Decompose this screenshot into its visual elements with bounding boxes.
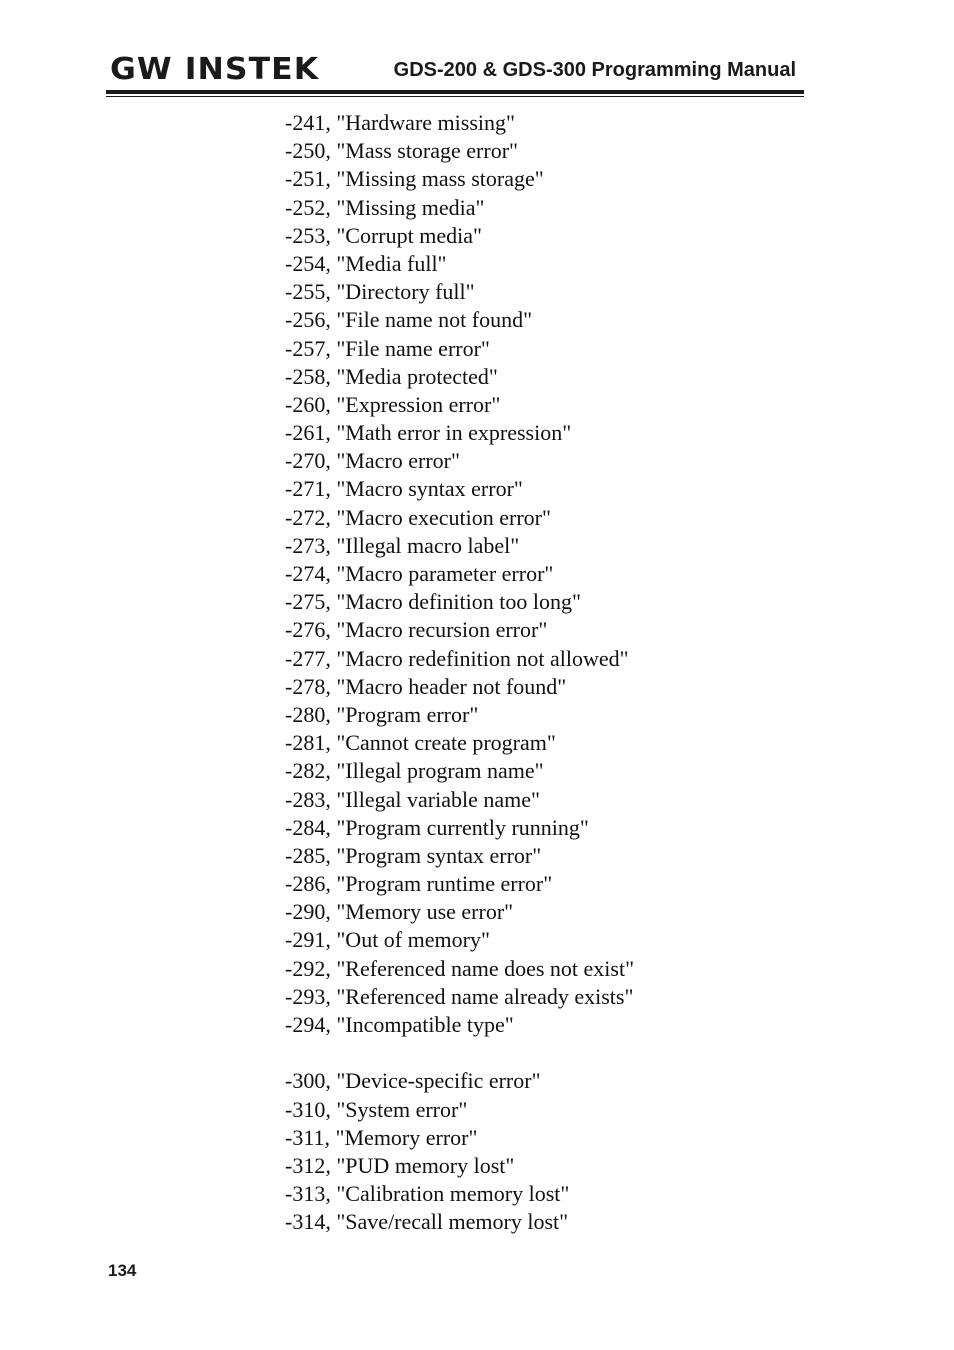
manual-title: GDS-200 & GDS-300 Programming Manual [393,59,796,81]
error-code-item: -282, "Illegal program name" [285,758,544,784]
error-code-item: -281, "Cannot create program" [285,730,556,756]
error-code-item: -252, "Missing media" [285,194,485,220]
error-code-item: -256, "File name not found" [285,307,533,333]
header-rule-thin [106,96,804,97]
error-code-item: -276, "Macro recursion error" [285,617,548,643]
brand-logo: GW INSTEK [110,52,320,87]
error-code-item: -313, "Calibration memory lost" [285,1181,570,1207]
error-code-item: -312, "PUD memory lost" [285,1152,515,1178]
error-code-item: -314, "Save/recall memory lost" [285,1209,569,1235]
error-code-item: -311, "Memory error" [285,1124,478,1150]
error-code-item: -286, "Program runtime error" [285,871,553,897]
error-code-item: -258, "Media protected" [285,363,498,389]
error-code-item: -271, "Macro syntax error" [285,476,523,502]
error-code-item: -290, "Memory use error" [285,899,514,925]
error-code-item: -274, "Macro parameter error" [285,561,554,586]
list-spacer [285,1039,634,1067]
error-code-item: -277, "Macro redefinition not allowed" [285,645,629,671]
error-code-item: -241, "Hardware missing" [285,110,515,135]
error-code-item: -270, "Macro error" [285,448,460,474]
error-code-item: -293, "Referenced name already exists" [285,983,634,1009]
error-code-item: -253, "Corrupt media" [285,222,482,248]
error-code-item: -261, "Math error in expression" [285,420,572,446]
error-code-item: -283, "Illegal variable name" [285,786,540,812]
error-code-item: -278, "Macro header not found" [285,673,567,699]
error-code-item: -254, "Media full" [285,250,447,276]
page-number: 134 [108,1261,137,1280]
page-header [106,50,804,98]
error-code-item: -255, "Directory full" [285,279,475,305]
error-code-item: -260, "Expression error" [285,391,501,417]
error-code-item: -272, "Macro execution error" [285,504,551,530]
error-code-item: -275, "Macro definition too long" [285,589,581,615]
error-code-item: -294, "Incompatible type" [285,1012,514,1037]
error-code-item: -310, "System error" [285,1096,468,1122]
error-code-item: -250, "Mass storage error" [285,138,519,164]
error-code-item: -280, "Program error" [285,701,479,727]
error-code-item: -292, "Referenced name does not exist" [285,955,635,981]
error-code-item: -291, "Out of memory" [285,927,490,953]
error-code-item: -284, "Program currently running" [285,814,589,840]
header-rule-thick [106,90,804,94]
error-code-list [285,109,634,1237]
error-code-item: -257, "File name error" [285,335,490,361]
error-code-item: -285, "Program syntax error" [285,842,542,868]
error-code-item: -273, "Illegal macro label" [285,532,520,558]
error-code-item: -300, "Device-specific error" [285,1068,541,1094]
error-code-item: -251, "Missing mass storage" [285,166,544,192]
